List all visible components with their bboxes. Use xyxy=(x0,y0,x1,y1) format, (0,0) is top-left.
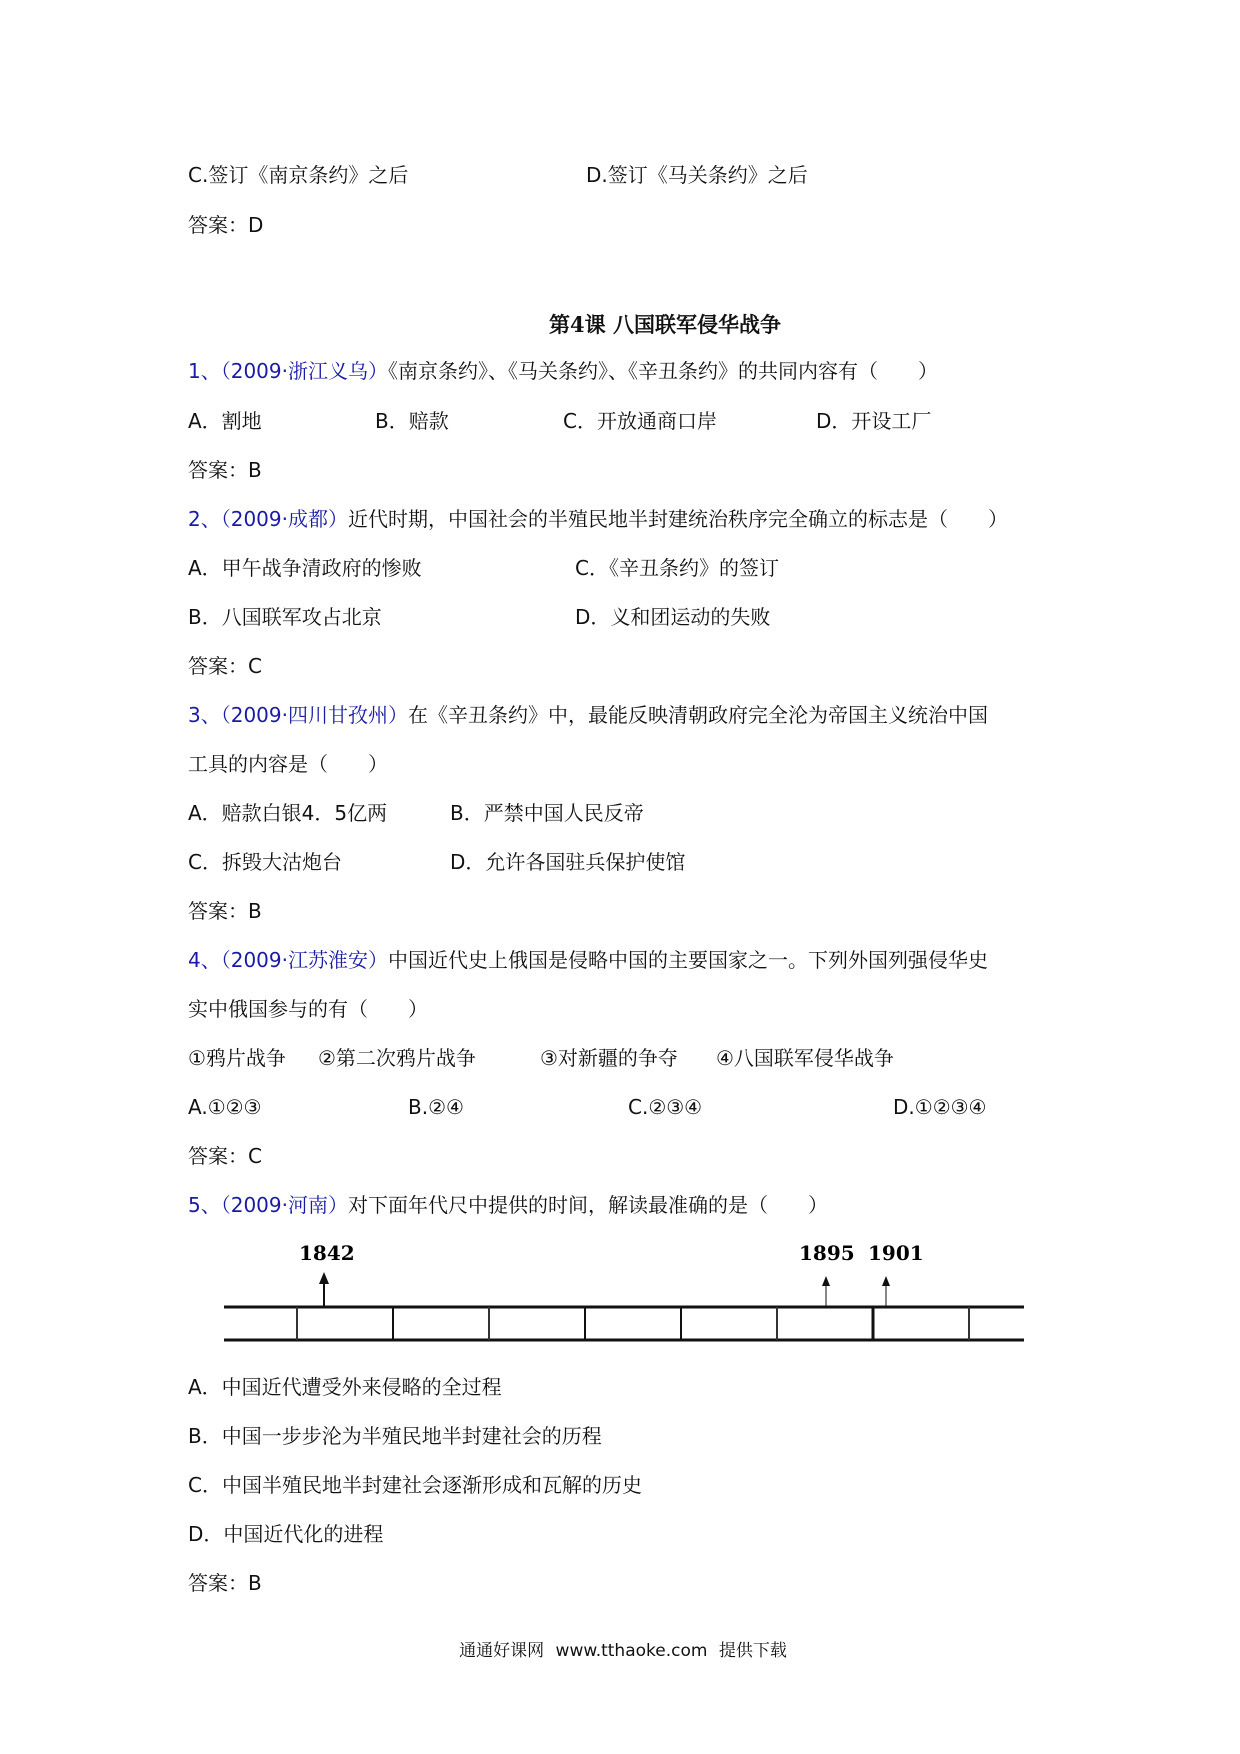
footer-url[interactable]: www.tthaoke.com xyxy=(555,1641,708,1661)
option: C.②③④ xyxy=(628,1095,703,1119)
option: C．中国半殖民地半封建社会逐渐形成和瓦解的历史 xyxy=(188,1473,642,1497)
option: D.①②③④ xyxy=(893,1095,987,1119)
question-stem: 对下面年代尺中提供的时间，解读最准确的是（ ） xyxy=(347,1193,828,1217)
answer: 答案：C xyxy=(188,1144,262,1168)
footer-site-name: 通通好课网 xyxy=(459,1641,545,1661)
answer: 答案：B xyxy=(188,458,262,482)
year-ruler xyxy=(0,1230,1240,1360)
option-d: D.签订《马关条约》之后 xyxy=(586,163,808,187)
option: A．割地 xyxy=(188,409,262,433)
option-c: C.签订《南京条约》之后 xyxy=(188,163,409,187)
question-1 xyxy=(188,358,938,384)
option: A．中国近代遭受外来侵略的全过程 xyxy=(188,1375,502,1399)
answer: 答案：D xyxy=(188,213,264,237)
question-4 xyxy=(188,947,988,973)
question-5 xyxy=(188,1192,828,1218)
question-source: 3、（2009·四川甘孜州） xyxy=(188,703,408,727)
lesson-title: 第4课 八国联军侵华战争 xyxy=(549,312,781,337)
option: D．义和团运动的失败 xyxy=(575,605,771,629)
question-2 xyxy=(188,506,1008,532)
arrow-head-icon xyxy=(319,1272,329,1284)
question-source: 4、（2009·江苏淮安） xyxy=(188,948,388,972)
option: A.①②③ xyxy=(188,1095,262,1119)
question-stem-continued: 工具的内容是（ ） xyxy=(188,752,388,776)
page-footer xyxy=(0,1636,1240,1661)
option: C．《辛丑条约》的签订 xyxy=(575,556,779,580)
option: D．开设工厂 xyxy=(816,409,932,433)
item: ②第二次鸦片战争 xyxy=(318,1046,476,1070)
year-label-1901: 1901 xyxy=(868,1241,924,1265)
item: ①鸦片战争 xyxy=(188,1046,286,1070)
item: ③对新疆的争夺 xyxy=(540,1046,678,1070)
question-source: 2、（2009·成都） xyxy=(188,507,348,531)
question-source: 1、（2009·浙江义乌） xyxy=(188,359,388,383)
option: B．严禁中国人民反帝 xyxy=(450,801,644,825)
option: D．中国近代化的进程 xyxy=(188,1522,384,1546)
option: C．开放通商口岸 xyxy=(563,409,717,433)
question-3 xyxy=(188,702,988,728)
answer: 答案：C xyxy=(188,654,262,678)
option: B．赔款 xyxy=(375,409,449,433)
question-stem: 在《辛丑条约》中，最能反映清朝政府完全沦为帝国主义统治中国 xyxy=(407,703,988,727)
option: B.②④ xyxy=(408,1095,464,1119)
option: D．允许各国驻兵保护使馆 xyxy=(450,850,686,874)
answer: 答案：B xyxy=(188,899,262,923)
question-stem-continued: 实中俄国参与的有（ ） xyxy=(188,997,428,1021)
year-label-1895: 1895 xyxy=(799,1241,855,1265)
option: B．中国一步步沦为半殖民地半封建社会的历程 xyxy=(188,1424,602,1448)
option: B．八国联军攻占北京 xyxy=(188,605,382,629)
item: ④八国联军侵华战争 xyxy=(716,1046,894,1070)
question-stem: 《南京条约》、《马关条约》、《辛丑条约》的共同内容有（ ） xyxy=(387,359,938,383)
option: A．甲午战争清政府的惨败 xyxy=(188,556,422,580)
question-stem: 近代时期，中国社会的半殖民地半封建统治秩序完全确立的标志是（ ） xyxy=(347,507,1008,531)
option: C．拆毁大沽炮台 xyxy=(188,850,342,874)
arrow-head-icon xyxy=(882,1276,890,1286)
arrow-head-icon xyxy=(822,1276,830,1286)
question-stem: 中国近代史上俄国是侵略中国的主要国家之一。下列外国列强侵华史 xyxy=(387,948,988,972)
question-source: 5、（2009·河南） xyxy=(188,1193,348,1217)
option: A．赔款白银4．5亿两 xyxy=(188,801,388,825)
footer-suffix: 提供下载 xyxy=(718,1641,787,1661)
answer: 答案：B xyxy=(188,1571,262,1595)
year-label-1842: 1842 xyxy=(299,1241,355,1265)
